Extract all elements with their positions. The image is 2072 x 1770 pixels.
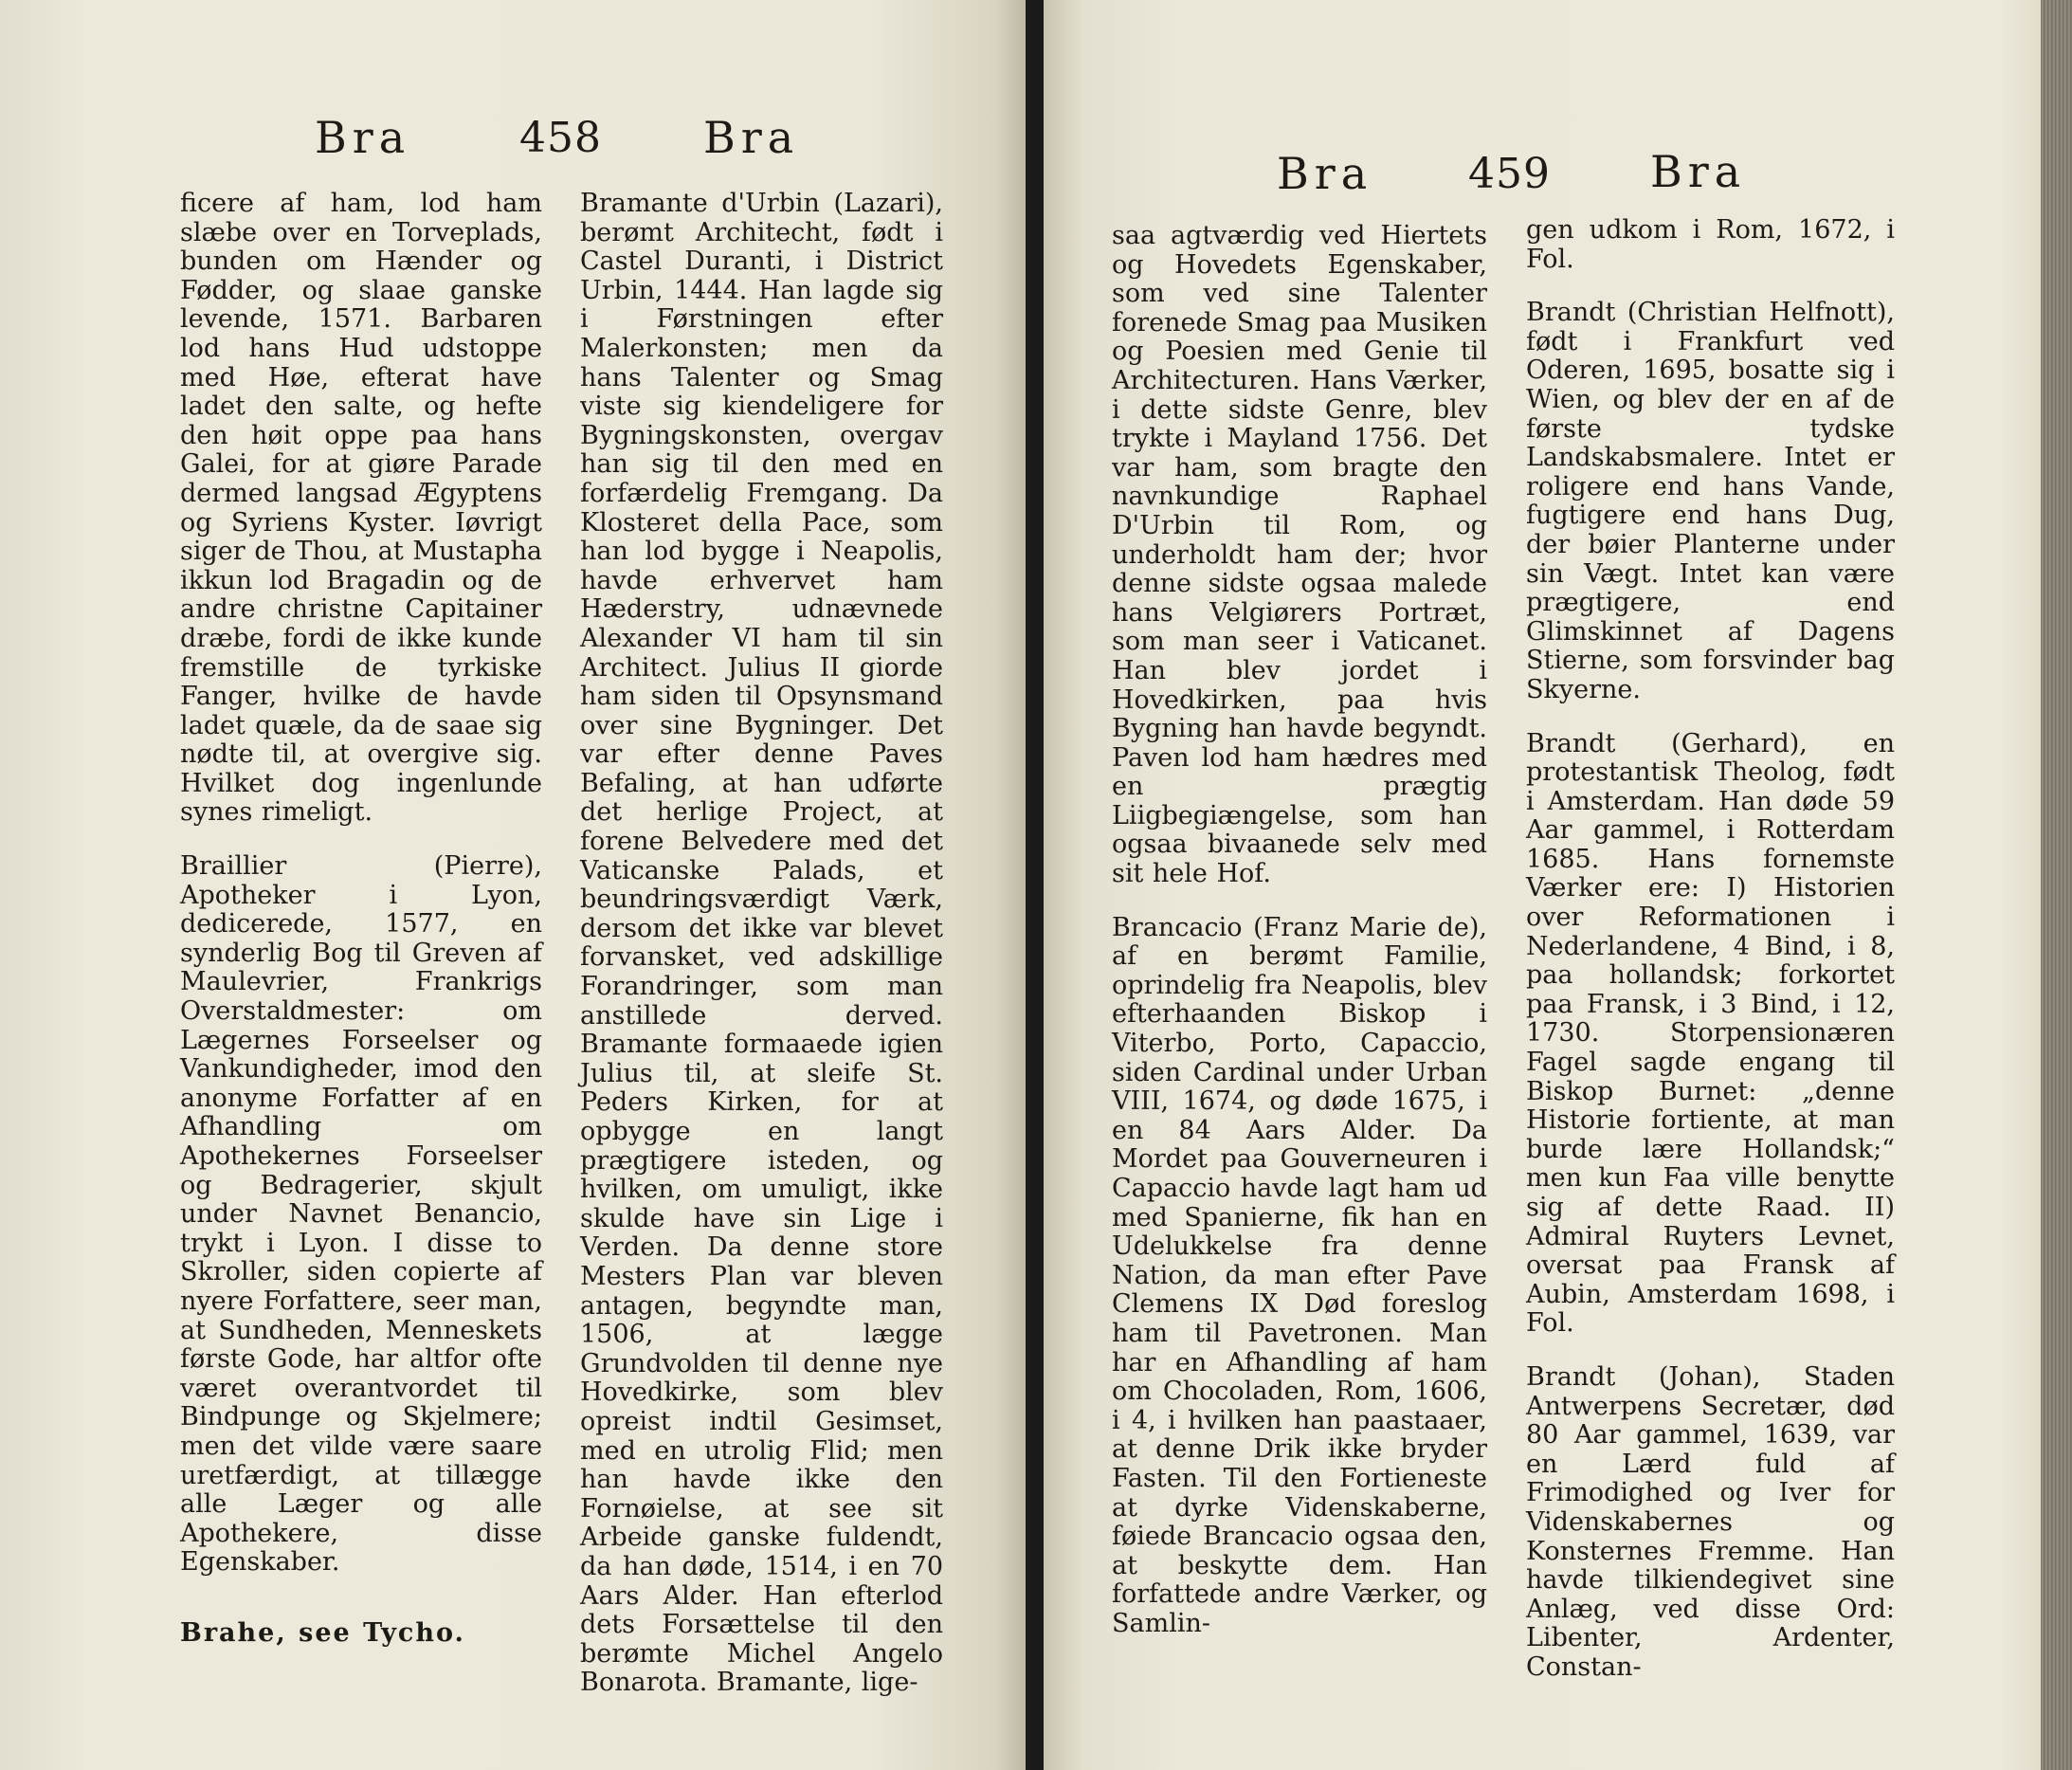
entry-bramante: Bramante d'Urbin (Lazari), berømt Architecht, født i Castel Duranti, i District Urbin, 1444. Han lagde sig i Førstningen efter Malerkonsten; men da hans Talenter og Smag viste sig kiendeligere for Bygningskonsten, overgav han sig til den med en forfærdelig Fremgang. Da Klosteret della Pace, som han lod bygge i Neapolis, havde erhvervet ham Hæderstry, udnævnede Alexander VI ham til sin Architect. Julius II giorde ham siden til Opsynsmand over sine Bygninger. Det var efter denne Paves Befaling, at han udførte det herlige Project, at forene Belvedere med det Vaticanske Palads, et beundringsværdigt Værk, dersom det ikke var blevet forvansket, ved adskillige Forandringer, som man anstillede derved. Bramante formaaede igien Julius til, at sleife St. Peders Kirken, for at opbygge en langt prægtigere isteden, og hvilken, om umuligt, ikke skulde have sin Lige i Verden. Da denne store Mesters Plan var bleven antagen, begyndte man, 1506, at lægge Grundvolden til denne nye Hovedkirke, som blev opreist indtil Gesimset, med en utrolig Flid; men han havde ikke den Fornøielse, at see sit Arbeide ganske fuldendt, da han døde, 1514, i en 70 Aars Alder. Han efterlod dets Forsættelse til den berømte Michel Angelo Bonarota. Bramante, lige-: [580, 189, 943, 1698]
left-column-1: [180, 190, 542, 1649]
paragraph: ficere af ham, lod ham slæbe over en Torveplads, bunden om Hænder og Fødder, og slaae ganske levende, 1571. Barbaren lod hans Hud udstoppe med Høe, efterat have ladet den salte, og hefte den høit oppe paa hans Galei, for at giøre Parade dermed langsad Ægyptens og Syriens Kyster. Iøvrigt siger de Thou, at Mustapha ikkun lod Bragadin og de andre christne Capitainer dræbe, fordi de ikke kunde fremstille de tyrkiske Fanger, hvilke de havde ladet quæle, da de saae sig nødte til, at overgive sig. Hvilket dog ingenlunde synes rimeligt.: [180, 189, 542, 828]
right-page: [1044, 0, 2041, 1770]
entry-brandt-gerhard: Brandt (Gerhard), en protestantisk Theolog, født i Amsterdam. Han døde 59 Aar gammel, i Rotterdam 1685. Hans fornemste Værker ere: I) Historien over Reformationen i Nederlandene, 4 Bind, i 8, paa hollandsk; forkortet paa Fransk, i 3 Bind, i 12, 1730. Storpensionæren Fagel sagde engang til Biskop Burnet: „denne Historie fortiente, at man burde lære Hollandsk;“ men kun Faa ville benytte sig af dette Raad. II) Admiral Ruyters Levnet, oversat paa Fransk af Aubin, Amsterdam 1698, i Fol.: [1526, 728, 1895, 1339]
entry-brandt-christian: Brandt (Christian Helfnott), født i Frankfurt ved Oderen, 1695, bosatte sig i Wien, og blev der en af de første tydske Landskabsmalere. Intet er roligere end hans Vande, fugtigere end hans Dug, der bøier Planterne under sin Vægt. Intet kan være prægtigere, end Glimskinnet af Dagens Stierne, som forsvinder bag Skyerne.: [1526, 298, 1895, 704]
header-right: Bra: [1650, 146, 1747, 197]
page-number: 458: [519, 114, 602, 162]
paragraph: saa agtværdig ved Hiertets og Hovedets Egenskaber, som ved sine Talenter forenede Smag paa Musiken og Poesien med Genie til Architecturen. Hans Værker, i dette sidste Genre, blev trykte i Mayland 1756. Det var ham, som bragte den navnkundige Raphael D'Urbin til Rom, og underholdt ham der; hvor denne sidste ogsaa malede hans Velgiørers Portræt, som man seer i Vaticanet. Han blev jordet i Hovedkirken, paa hvis Bygning han havde begyndt. Paven lod ham hædres med en prægtig Liigbegiængelse, som han ogsaa bivaanede selv med sit hele Hof.: [1112, 221, 1487, 889]
page-edges: [2041, 0, 2072, 1770]
entry-brahe: Brahe, see Tycho.: [180, 1617, 465, 1648]
paragraph: gen udkom i Rom, 1672, i Fol.: [1526, 215, 1895, 274]
book-gutter: [1026, 0, 1044, 1770]
left-page: [0, 0, 1026, 1770]
header-right: Bra: [703, 112, 800, 163]
right-column-2: [1526, 216, 1895, 1683]
left-column-2: [580, 190, 943, 1698]
header-left: Bra: [1277, 148, 1373, 199]
right-column-1: [1112, 222, 1487, 1639]
header-left: Bra: [315, 112, 411, 163]
page-number: 459: [1468, 150, 1551, 198]
entry-brandt-johan: Brandt (Johan), Staden Antwerpens Secretær, død 80 Aar gammel, 1639, var en Lærd fuld af Frimodighed og Iver for Videnskabernes og Konsternes Fremme. Han havde tilkiendegivet sine Anlæg, ved disse Ord: Libenter, Ardenter, Constan-: [1526, 1361, 1895, 1682]
entry-brancacio: Brancacio (Franz Marie de), af en berømt Familie, oprindelig fra Neapolis, blev efterhaanden Biskop i Viterbo, Porto, Capaccio, siden Cardinal under Urban VIII, 1674, og døde 1675, i en 84 Aars Alder. Da Mordet paa Gouverneuren i Capaccio havde lagt ham ud med Spanierne, fik han en Udelukkelse fra denne Nation, da man efter Pave Clemens IX Død foreslog ham til Pavetronen. Man har en Afhandling af ham om Chocoladen, Rom, 1606, i 4, i hvilken han paastaaer, at denne Drik ikke bryder Fasten. Til den Fortieneste at dyrke Videnskaberne, føiede Brancacio ogsaa den, at beskytte dem. Han forfattede andre Værker, og Samlin-: [1112, 912, 1487, 1638]
entry-braillier: Braillier (Pierre), Apotheker i Lyon, dedicerede, 1577, en synderlig Bog til Greven af Maulevrier, Frankrigs Overstaldmester: om Lægernes Forseelser og Vankundigheder, imod den anonyme Forfatter af en Afhandling om Apothekernes Forseelser og Bedragerier, skjult under Navnet Benancio, trykt i Lyon. I disse to Skroller, siden copierte af nyere Forfattere, seer man, at Sundheden, Menneskets første Gode, har altfor ofte været overantvordet til Bindpunge og Skjelmere; men det vilde være saare uretfærdigt, at tillægge alle Læger og alle Apothekere, disse Egenskaber.: [180, 851, 542, 1578]
